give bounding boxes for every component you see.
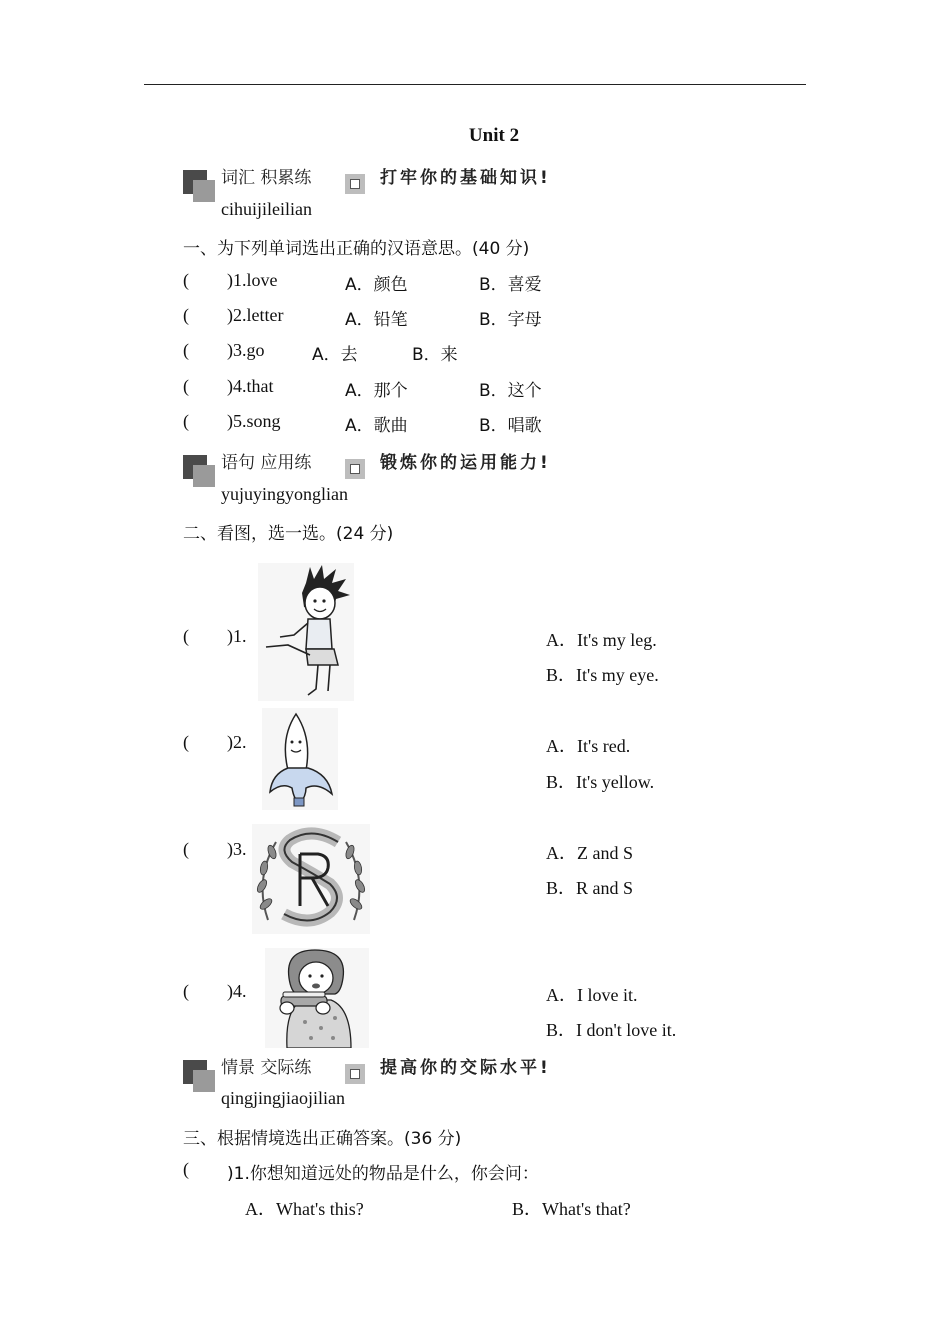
section-square-icon [183, 455, 215, 487]
option-a: A．It's my leg. [546, 630, 657, 650]
section-pinyin: yujuyingyonglian [221, 484, 348, 504]
part2-heading: 二、看图，选一选。(24 分) [183, 524, 394, 544]
option-a: A．铅笔 [345, 310, 408, 330]
section-small-square-icon [345, 459, 365, 479]
option-b: B．It's yellow. [546, 772, 655, 792]
section-slogan: 提高你的交际水平! [380, 1058, 551, 1078]
section-name: 情景 交际练 [221, 1058, 312, 1078]
question-word: )5.song [227, 411, 281, 431]
answer-paren: ( [183, 839, 189, 859]
option-b: B．R and S [546, 878, 634, 898]
option-a: A．Z and S [546, 843, 633, 863]
answer-paren: ( [183, 626, 189, 646]
question-number: )1. [227, 626, 247, 646]
answer-paren: ( [183, 340, 189, 360]
answer-paren: ( [183, 1159, 189, 1179]
option-b: B．It's my eye. [546, 665, 659, 685]
page-title: Unit 2 [468, 125, 520, 146]
option-a: A．去 [312, 345, 358, 365]
section-small-square-icon [345, 1064, 365, 1084]
answer-paren: ( [183, 981, 189, 1001]
rs-emblem-illustration [252, 824, 370, 934]
option-a: A．颜色 [345, 275, 408, 295]
section-slogan: 锻炼你的运用能力! [380, 453, 551, 473]
answer-paren: ( [183, 305, 189, 325]
section-square-icon [183, 1060, 215, 1092]
question-word: )4.that [227, 376, 274, 396]
option-a: A．I love it. [546, 985, 638, 1005]
option-b: B．这个 [479, 381, 542, 401]
option-a: A．What's this? [245, 1199, 364, 1219]
section-pinyin: qingjingjiaojilian [221, 1088, 345, 1108]
section-name: 词汇 积累练 [221, 168, 312, 188]
question-word: )3.go [227, 340, 265, 360]
question-word: )1.love [227, 270, 278, 290]
section-slogan: 打牢你的基础知识! [380, 168, 551, 188]
header-rule [144, 84, 806, 85]
question-text: )1.你想知道远处的物品是什么，你会问： [227, 1164, 539, 1184]
part1-heading: 一、为下列单词选出正确的汉语意思。(40 分) [183, 239, 530, 259]
section-name: 语句 应用练 [221, 453, 312, 473]
boy-leg-illustration [258, 563, 354, 701]
option-b: B．喜爱 [479, 275, 542, 295]
question-word: )2.letter [227, 305, 284, 325]
option-a: A．那个 [345, 381, 408, 401]
question-number: )2. [227, 732, 247, 752]
option-b: B．字母 [479, 310, 542, 330]
answer-paren: ( [183, 411, 189, 431]
option-b: B．来 [412, 345, 458, 365]
part3-heading: 三、根据情境选出正确答案。(36 分) [183, 1129, 462, 1149]
section-small-square-icon [345, 174, 365, 194]
section-pinyin: cihuijileilian [221, 199, 312, 219]
banana-illustration [262, 708, 338, 810]
answer-paren: ( [183, 270, 189, 290]
option-b: B．唱歌 [479, 416, 542, 436]
option-a: A．It's red. [546, 736, 631, 756]
section-square-icon [183, 170, 215, 202]
girl-eating-illustration [265, 948, 369, 1048]
option-b: B．I don't love it. [546, 1020, 677, 1040]
answer-paren: ( [183, 376, 189, 396]
answer-paren: ( [183, 732, 189, 752]
question-number: )4. [227, 981, 247, 1001]
question-number: )3. [227, 839, 247, 859]
option-a: A．歌曲 [345, 416, 408, 436]
option-b: B．What's that? [512, 1199, 631, 1219]
